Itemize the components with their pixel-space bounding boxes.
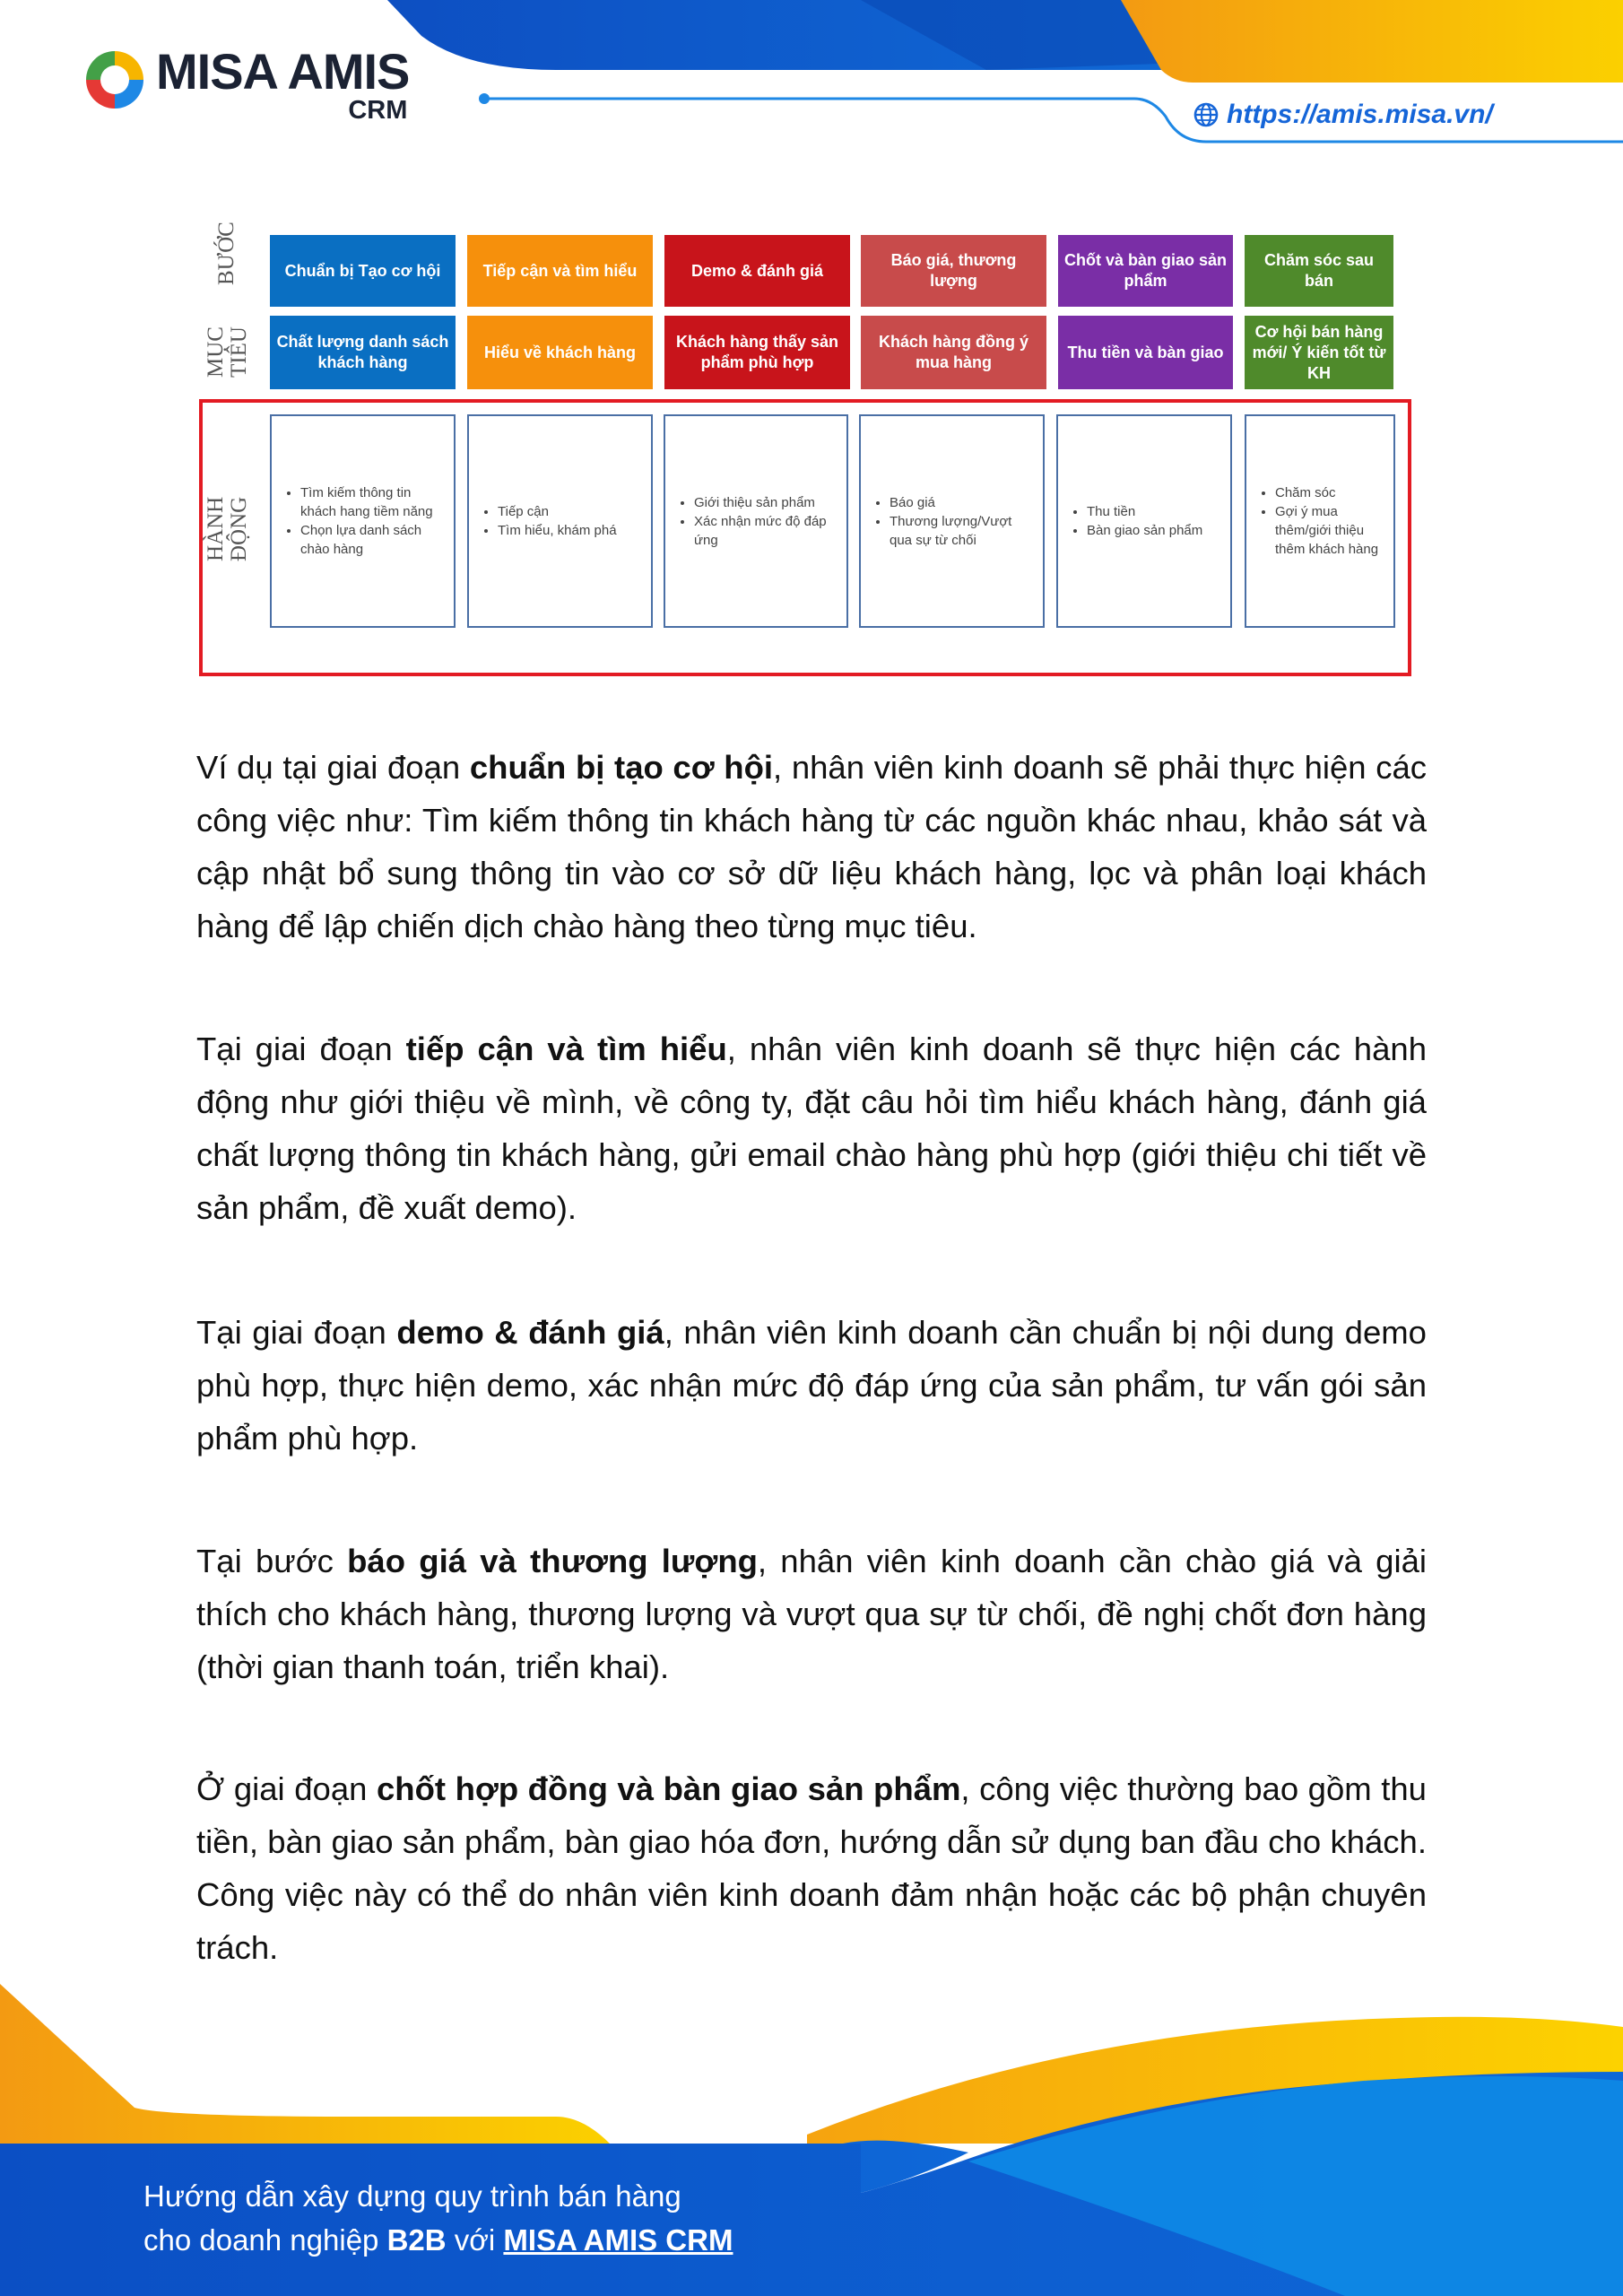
- footer-line-2: [143, 2218, 950, 2262]
- label-action: HÀNH ĐỘNG: [204, 496, 251, 562]
- step-cell: Báo giá, thương lượng: [861, 235, 1046, 307]
- action-cell: [1056, 414, 1232, 628]
- paragraph-quote: [196, 1535, 1427, 1693]
- label-goal: MỤC TIÊU: [204, 326, 251, 378]
- action-item: • Chăm sóc: [1275, 483, 1384, 502]
- action-list: [1067, 502, 1202, 540]
- paragraph-approach: [196, 1022, 1427, 1234]
- goal-cell: Khách hàng đồng ý mua hàng: [861, 316, 1046, 389]
- website-url: https://amis.misa.vn/: [1227, 100, 1493, 129]
- paragraph-text: Tại giai đoạn: [196, 1314, 397, 1351]
- action-item: • Thương lượng/Vượt qua sự từ chối: [890, 512, 1034, 550]
- action-item: • Tìm hiểu, khám phá: [498, 521, 617, 540]
- footer-text-part: với: [446, 2223, 504, 2257]
- action-item: • Tìm kiếm thông tin khách hang tiềm năng: [300, 483, 445, 521]
- paragraph-demo: [196, 1306, 1427, 1465]
- goal-cell: Chất lượng danh sách khách hàng: [270, 316, 456, 389]
- paragraph-bold: chốt hợp đồng và bàn giao sản phẩm: [376, 1770, 961, 1807]
- action-list: [674, 493, 838, 550]
- goal-cell: Khách hàng thấy sản phẩm phù hợp: [664, 316, 850, 389]
- logo-sub-text: CRM: [348, 96, 408, 125]
- action-cell: [664, 414, 848, 628]
- paragraph-bold: tiếp cận và tìm hiểu: [405, 1031, 727, 1067]
- step-cell: Tiếp cận và tìm hiểu: [467, 235, 653, 307]
- paragraph-text: Tại giai đoạn: [196, 1031, 406, 1067]
- paragraph-text: , nhân viên kinh doanh sẽ phải thực hiện các công việc như: Tìm kiếm thông tin khách hàng từ các nguồn khác nhau, khảo sát và cập nhật bổ sung thông tin vào cơ sở dữ liệu khách hàng, lọc và phân loại khách hàng để lập chiến dịch chào hàng theo từng mục tiêu.: [196, 749, 1428, 944]
- action-item: • Báo giá: [890, 493, 1034, 512]
- goal-cell: Hiểu về khách hàng: [467, 316, 653, 389]
- action-item: • Xác nhận mức độ đáp ứng: [694, 512, 838, 550]
- step-cell: Chăm sóc sau bán: [1245, 235, 1393, 307]
- paragraph-text: , công việc thường bao gồm thu tiền, bàn giao sản phẩm, bàn giao hóa đơn, hướng dẫn sử dụng ban đầu cho khách. Công việc này có thể do nhân viên kinh doanh đảm nhận hoặc các bộ phận chuyên trách.: [196, 1770, 1427, 1966]
- footer-text: [143, 2174, 950, 2262]
- action-list: [478, 502, 617, 540]
- goal-cell: Thu tiền và bàn giao: [1058, 316, 1233, 389]
- action-list: [1255, 483, 1384, 559]
- action-cell: [270, 414, 456, 628]
- paragraph-text: Ví dụ tại giai đoạn: [196, 749, 470, 786]
- paragraph-text: Ở giai đoạn: [196, 1770, 377, 1807]
- paragraph-bold: báo giá và thương lượng: [347, 1543, 758, 1579]
- logo-brand-text: MISA AMIS: [156, 43, 410, 100]
- paragraph-bold: chuẩn bị tạo cơ hội: [469, 749, 774, 786]
- action-item: • Chọn lựa danh sách chào hàng: [300, 521, 445, 559]
- action-item: • Giới thiệu sản phẩm: [694, 493, 838, 512]
- action-list: [870, 493, 1034, 550]
- sales-process-table: [0, 0, 1623, 700]
- paragraph-prepare: [196, 741, 1427, 952]
- step-cell: Demo & đánh giá: [664, 235, 850, 307]
- goal-cell: Cơ hội bán hàng mới/ Ý kiến tốt từ KH: [1245, 316, 1393, 389]
- footer-line-1: Hướng dẫn xây dựng quy trình bán hàng: [143, 2179, 681, 2213]
- paragraph-bold: demo & đánh giá: [396, 1314, 664, 1351]
- action-cell: [1245, 414, 1395, 628]
- footer-text-part: cho doanh nghiệp: [143, 2223, 387, 2257]
- label-step: BƯỚC: [214, 222, 239, 286]
- paragraph-text: Tại bước: [196, 1543, 348, 1579]
- step-cell: Chuẩn bị Tạo cơ hội: [270, 235, 456, 307]
- footer-bold: B2B: [386, 2223, 447, 2257]
- paragraph-closing: [196, 1762, 1427, 1974]
- footer-product-link[interactable]: MISA AMIS CRM: [503, 2223, 733, 2257]
- action-item: • Gợi ý mua thêm/giới thiệu thêm khách hàng: [1275, 502, 1384, 559]
- step-cell: Chốt và bàn giao sản phẩm: [1058, 235, 1233, 307]
- action-list: [281, 483, 445, 559]
- action-item: • Thu tiền: [1087, 502, 1202, 521]
- action-cell: [859, 414, 1045, 628]
- paragraph-text: , nhân viên kinh doanh cần chào giá và giải thích cho khách hàng, thương lượng và vượt qua sự từ chối, đề nghị chốt đơn hàng (thời gian thanh toán, triển khai).: [196, 1543, 1427, 1685]
- action-item: • Tiếp cận: [498, 502, 617, 521]
- paragraph-text: , nhân viên kinh doanh cần chuẩn bị nội dung demo phù hợp, thực hiện demo, xác nhận mức độ đáp ứng của sản phẩm, tư vấn gói sản phẩm phù hợp.: [196, 1314, 1427, 1457]
- action-item: • Bàn giao sản phẩm: [1087, 521, 1202, 540]
- paragraph-text: , nhân viên kinh doanh sẽ thực hiện các hành động như giới thiệu về mình, về công ty, đặt câu hỏi tìm hiểu khách hàng, đánh giá chất lượng thông tin khách hàng, gửi email chào hàng phù hợp (giới thiệu chi tiết về sản phẩm, đề xuất demo).: [196, 1031, 1427, 1226]
- action-cell: [467, 414, 653, 628]
